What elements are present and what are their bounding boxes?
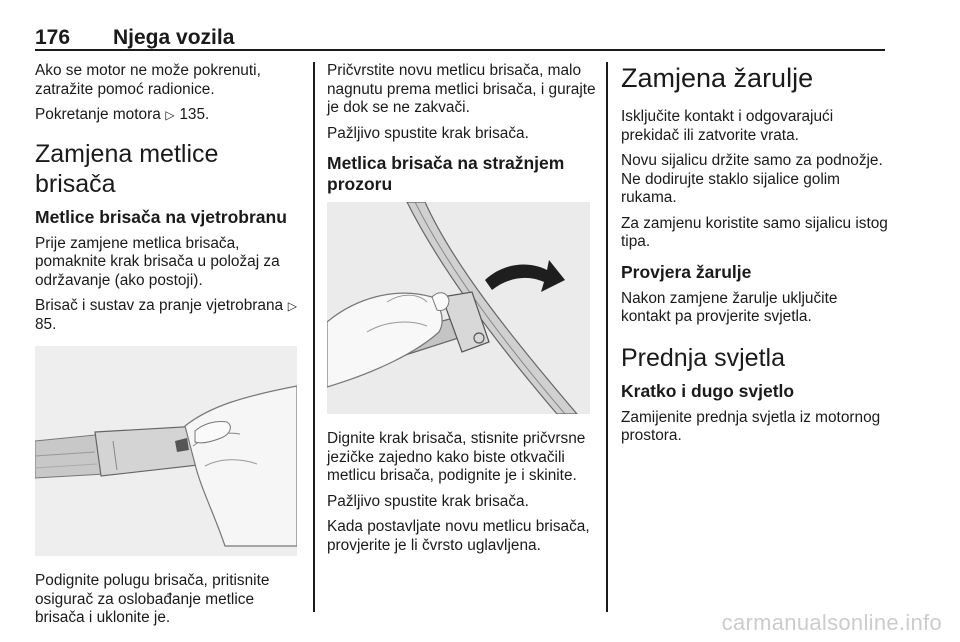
reference-text: Brisač i sustav za pranje vjetrobrana xyxy=(35,297,284,314)
paragraph: Pažljivo spustite krak brisača. xyxy=(327,124,529,142)
page-reference-link[interactable]: 135. xyxy=(179,106,210,123)
subsection-heading: Kratko i dugo svjetlo xyxy=(621,380,795,401)
subsection-heading: Metlica brisača na stražnjem prozoru xyxy=(327,153,565,194)
header-rule xyxy=(35,49,885,51)
page-reference-link[interactable]: 85. xyxy=(35,315,57,333)
paragraph: Isključite kontakt i odgovarajući prekidač ili zatvorite vrata. xyxy=(621,108,834,144)
paragraph-with-reference xyxy=(35,106,303,125)
paragraph: Ako se motor ne može pokrenuti, zatražite pomoć radionice. xyxy=(35,62,261,98)
paragraph: Kada postavljate novu metlicu brisača, provjerite je li čvrsto uglavljena. xyxy=(327,518,590,554)
section-heading: Zamjena metlice brisača xyxy=(35,139,219,198)
chapter-title: Njega vozila xyxy=(113,26,235,49)
paragraph: Za zamjenu koristite samo sijalicu istog tipa. xyxy=(621,214,888,250)
column-1 xyxy=(35,62,303,635)
page-number: 176 xyxy=(35,26,71,49)
paragraph: Dignite krak brisača, stisnite pričvrsne jezičke zajedno kako biste otkvačili metlicu brisača, podignite je i skinite. xyxy=(327,430,586,484)
section-heading: Prednja svjetla xyxy=(621,343,785,372)
paragraph-with-reference xyxy=(35,297,303,334)
section-heading: Zamjena žarulje xyxy=(621,63,814,93)
subsection-heading: Provjera žarulje xyxy=(621,261,752,282)
wiper-lever-illustration xyxy=(35,346,297,556)
reference-text: Pokretanje motora xyxy=(35,106,161,123)
watermark: carmanualsonline.info xyxy=(721,610,942,635)
paragraph: Zamijenite prednja svjetla iz motornog prostora. xyxy=(621,408,881,444)
page-header xyxy=(35,26,885,50)
paragraph: Pažljivo spustite krak brisača. xyxy=(327,492,529,510)
column-divider-2 xyxy=(606,62,608,612)
paragraph: Novu sijalicu držite samo za podnožje. Ne dodirujte staklo sijalice golim rukama. xyxy=(621,152,883,206)
column-3 xyxy=(621,62,891,453)
paragraph: Podignite polugu brisača, pritisnite osigurač za oslobađanje metlice brisača i uklonite je. xyxy=(35,572,270,626)
paragraph: Nakon zamjene žarulje uključite kontakt pa provjerite svjetla. xyxy=(621,289,838,325)
triangle-arrow-icon: ▷ xyxy=(165,108,175,122)
column-divider-1 xyxy=(313,62,315,612)
paragraph: Pričvrstite novu metlicu brisača, malo nagnutu prema metlici brisača, i gurajte je dok se ne zakvači. xyxy=(327,62,596,116)
rear-wiper-illustration xyxy=(327,202,590,414)
triangle-arrow-icon: ▷ xyxy=(287,299,297,313)
paragraph: Prije zamjene metlica brisača, pomaknite krak brisača u položaj za održavanje (ako postoji). xyxy=(35,234,280,289)
subsection-heading: Metlice brisača na vjetrobranu xyxy=(35,206,287,227)
column-2 xyxy=(327,62,597,562)
